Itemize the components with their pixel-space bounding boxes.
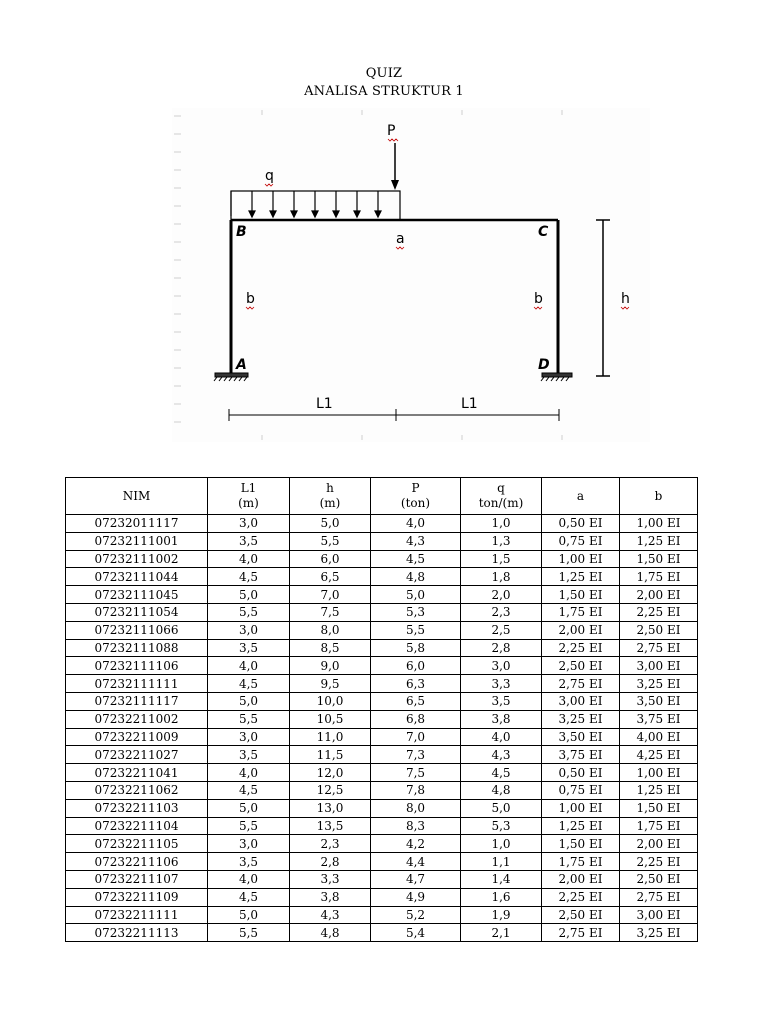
table-cell: 2,50 EI [620, 870, 698, 888]
table-cell: 07232111111 [66, 675, 208, 693]
table-cell: 3,25 EI [620, 924, 698, 942]
column-header [461, 478, 542, 515]
column-header [208, 478, 290, 515]
table-cell: 4,2 [371, 835, 461, 853]
table-cell: 7,8 [371, 781, 461, 799]
table-cell: 9,0 [290, 657, 371, 675]
table-cell: 2,00 EI [542, 621, 620, 639]
table-cell: 5,0 [290, 515, 371, 533]
table-cell: 3,8 [290, 888, 371, 906]
table-cell: 2,75 EI [542, 675, 620, 693]
table-cell: 2,5 [461, 621, 542, 639]
table-cell: 1,6 [461, 888, 542, 906]
table-body [66, 515, 698, 942]
column-header-label: b [654, 488, 663, 503]
table-cell: 0,75 EI [542, 781, 620, 799]
table-cell: 1,25 EI [542, 817, 620, 835]
table-cell: 8,3 [371, 817, 461, 835]
table-cell: 11,5 [290, 746, 371, 764]
table-cell: 5,5 [208, 603, 290, 621]
column-header [542, 478, 620, 515]
table-cell: 4,9 [371, 888, 461, 906]
table-cell: 2,75 EI [542, 924, 620, 942]
table-cell: 5,3 [461, 817, 542, 835]
table-cell: 6,5 [371, 692, 461, 710]
table-cell: 4,5 [371, 550, 461, 568]
table-cell: 2,8 [461, 639, 542, 657]
table-cell: 5,3 [371, 603, 461, 621]
table-cell: 07232211109 [66, 888, 208, 906]
table-cell: 8,0 [371, 799, 461, 817]
table-cell: 0,50 EI [542, 515, 620, 533]
table-cell: 07232211107 [66, 870, 208, 888]
table-cell: 07232111001 [66, 532, 208, 550]
table-cell: 1,25 EI [620, 781, 698, 799]
table-cell: 7,0 [371, 728, 461, 746]
column-header-label: NIM [122, 488, 151, 503]
label-q: q [265, 168, 274, 184]
table-cell: 13,5 [290, 817, 371, 835]
table-cell: 07232211103 [66, 799, 208, 817]
table-cell: 4,0 [461, 728, 542, 746]
table-cell: 2,0 [461, 586, 542, 604]
table-cell: 1,50 EI [542, 586, 620, 604]
table-cell: 4,8 [461, 781, 542, 799]
table-cell: 5,5 [208, 710, 290, 728]
table-cell: 4,5 [208, 675, 290, 693]
column-header-unit: (ton) [400, 496, 431, 510]
table-row [66, 621, 698, 639]
table-row [66, 746, 698, 764]
table-cell: 07232211009 [66, 728, 208, 746]
table-cell: 5,0 [208, 799, 290, 817]
table-cell: 3,0 [208, 621, 290, 639]
table-cell: 6,3 [371, 675, 461, 693]
table-cell: 12,0 [290, 764, 371, 782]
table-cell: 7,5 [371, 764, 461, 782]
frame-diagram [172, 108, 650, 442]
table-cell: 1,25 EI [542, 568, 620, 586]
label-span-right: L1 [461, 396, 478, 412]
span-dimension [229, 409, 559, 421]
table-row [66, 603, 698, 621]
table-cell: 3,5 [208, 639, 290, 657]
table-row [66, 906, 698, 924]
table-cell: 1,25 EI [620, 532, 698, 550]
table-cell: 3,0 [208, 835, 290, 853]
table-cell: 3,25 EI [620, 675, 698, 693]
quiz-data-table [65, 477, 698, 942]
height-dimension [596, 220, 610, 376]
table-cell: 4,0 [208, 764, 290, 782]
table-cell: 5,5 [208, 924, 290, 942]
table-cell: 2,3 [290, 835, 371, 853]
table-row [66, 799, 698, 817]
table-cell: 2,3 [461, 603, 542, 621]
table-cell: 3,50 EI [542, 728, 620, 746]
table-cell: 10,5 [290, 710, 371, 728]
table-cell: 8,5 [290, 639, 371, 657]
table-cell: 1,75 EI [620, 568, 698, 586]
table-header-row [66, 478, 698, 515]
label-node-d: D [538, 357, 550, 373]
column-header [66, 478, 208, 515]
column-header-unit: (m) [238, 496, 259, 510]
table-cell: 2,50 EI [542, 906, 620, 924]
table-row [66, 781, 698, 799]
table-cell: 5,2 [371, 906, 461, 924]
table-cell: 8,0 [290, 621, 371, 639]
table-cell: 11,0 [290, 728, 371, 746]
table-cell: 3,8 [461, 710, 542, 728]
label-node-c: C [538, 224, 549, 240]
support-a [214, 373, 248, 381]
page-subtitle: ANALISA STRUKTUR 1 [304, 84, 464, 99]
table-cell: 4,3 [290, 906, 371, 924]
table-cell: 3,75 EI [542, 746, 620, 764]
column-header [290, 478, 371, 515]
table-cell: 07232211002 [66, 710, 208, 728]
table-cell: 3,25 EI [542, 710, 620, 728]
table-cell: 2,25 EI [542, 639, 620, 657]
table-cell: 1,50 EI [620, 550, 698, 568]
table-cell: 2,25 EI [542, 888, 620, 906]
table-cell: 3,5 [208, 746, 290, 764]
table-cell: 5,0 [208, 586, 290, 604]
table-row [66, 568, 698, 586]
table-cell: 07232111045 [66, 586, 208, 604]
table-cell: 1,75 EI [542, 853, 620, 871]
table-cell: 4,5 [208, 888, 290, 906]
table-cell: 2,75 EI [620, 888, 698, 906]
table-cell: 4,0 [208, 870, 290, 888]
table-row [66, 639, 698, 657]
table-cell: 7,3 [371, 746, 461, 764]
table-cell: 5,4 [371, 924, 461, 942]
table-cell: 1,00 EI [542, 550, 620, 568]
label-span-left: L1 [316, 396, 333, 412]
table-cell: 4,8 [371, 568, 461, 586]
table-cell: 1,8 [461, 568, 542, 586]
label-dist-a: a [396, 231, 405, 247]
table-cell: 3,0 [461, 657, 542, 675]
table-cell: 07232211111 [66, 906, 208, 924]
table-cell: 07232211113 [66, 924, 208, 942]
table-row [66, 924, 698, 942]
table-row [66, 835, 698, 853]
table-cell: 1,0 [461, 835, 542, 853]
table-cell: 12,5 [290, 781, 371, 799]
table-cell: 4,5 [208, 568, 290, 586]
label-node-a: A [236, 357, 247, 373]
table-cell: 1,50 EI [542, 835, 620, 853]
table-cell: 1,00 EI [620, 515, 698, 533]
table-cell: 4,7 [371, 870, 461, 888]
table-cell: 07232111002 [66, 550, 208, 568]
table-cell: 6,0 [371, 657, 461, 675]
table-row [66, 675, 698, 693]
table-row [66, 888, 698, 906]
table-cell: 07232111054 [66, 603, 208, 621]
table-cell: 07232111106 [66, 657, 208, 675]
column-header-label: L1 [240, 481, 257, 495]
table-cell: 5,0 [371, 586, 461, 604]
label-col-left: b [246, 291, 255, 307]
column-header-label: h [326, 481, 334, 495]
table-cell: 3,0 [208, 515, 290, 533]
table-cell: 07232111088 [66, 639, 208, 657]
table-cell: 07232111044 [66, 568, 208, 586]
table-cell: 4,00 EI [620, 728, 698, 746]
table-cell: 2,75 EI [620, 639, 698, 657]
table-cell: 07232211041 [66, 764, 208, 782]
label-height: h [621, 291, 630, 307]
table-row [66, 692, 698, 710]
table-cell: 2,50 EI [542, 657, 620, 675]
table-cell: 4,0 [371, 515, 461, 533]
table-cell: 1,5 [461, 550, 542, 568]
table-cell: 2,00 EI [542, 870, 620, 888]
label-node-b: B [236, 224, 247, 240]
table-cell: 4,0 [208, 657, 290, 675]
table-row [66, 870, 698, 888]
table-row [66, 515, 698, 533]
column-header-label: P [411, 481, 420, 495]
table-cell: 5,5 [371, 621, 461, 639]
table-cell: 3,3 [461, 675, 542, 693]
table-cell: 1,50 EI [620, 799, 698, 817]
table-cell: 6,0 [290, 550, 371, 568]
table-cell: 0,50 EI [542, 764, 620, 782]
table-cell: 1,00 EI [620, 764, 698, 782]
column-header-unit: ton/(m) [478, 496, 524, 510]
point-load-arrow [391, 143, 399, 190]
column-header [371, 478, 461, 515]
table-cell: 4,0 [208, 550, 290, 568]
table-cell: 5,0 [461, 799, 542, 817]
table-cell: 07232011117 [66, 515, 208, 533]
table-cell: 3,75 EI [620, 710, 698, 728]
distributed-load [231, 191, 400, 220]
table-row [66, 657, 698, 675]
table-cell: 07232211106 [66, 853, 208, 871]
table-row [66, 728, 698, 746]
table-cell: 07232211062 [66, 781, 208, 799]
table-cell: 1,4 [461, 870, 542, 888]
table-cell: 1,75 EI [542, 603, 620, 621]
table-cell: 5,0 [208, 692, 290, 710]
column-header [620, 478, 698, 515]
table-cell: 07232111066 [66, 621, 208, 639]
table-cell: 2,50 EI [620, 621, 698, 639]
table-cell: 4,3 [371, 532, 461, 550]
table-cell: 1,0 [461, 515, 542, 533]
table-cell: 2,25 EI [620, 603, 698, 621]
table-cell: 1,9 [461, 906, 542, 924]
table-cell: 3,0 [208, 728, 290, 746]
table-cell: 07232211027 [66, 746, 208, 764]
label-col-right: b [534, 291, 543, 307]
table-cell: 07232211104 [66, 817, 208, 835]
table-cell: 1,3 [461, 532, 542, 550]
table-cell: 13,0 [290, 799, 371, 817]
label-p: P [387, 123, 396, 139]
table-cell: 1,1 [461, 853, 542, 871]
table-cell: 5,0 [208, 906, 290, 924]
table-cell: 0,75 EI [542, 532, 620, 550]
table-cell: 5,5 [208, 817, 290, 835]
table-row [66, 817, 698, 835]
table-cell: 7,5 [290, 603, 371, 621]
table-cell: 4,4 [371, 853, 461, 871]
table-cell: 3,00 EI [542, 692, 620, 710]
table-cell: 6,8 [371, 710, 461, 728]
table-cell: 07232111117 [66, 692, 208, 710]
table-cell: 3,5 [208, 532, 290, 550]
table-cell: 2,25 EI [620, 853, 698, 871]
table-cell: 3,00 EI [620, 657, 698, 675]
column-header-unit: (m) [319, 496, 341, 510]
table-cell: 9,5 [290, 675, 371, 693]
table-cell: 6,5 [290, 568, 371, 586]
table-cell: 4,5 [208, 781, 290, 799]
table-cell: 5,5 [290, 532, 371, 550]
table-cell: 4,5 [461, 764, 542, 782]
table-cell: 1,00 EI [542, 799, 620, 817]
support-d [541, 373, 572, 381]
table-cell: 3,5 [461, 692, 542, 710]
table-cell: 1,75 EI [620, 817, 698, 835]
table-row [66, 764, 698, 782]
table-row [66, 550, 698, 568]
table-row [66, 532, 698, 550]
table-cell: 2,00 EI [620, 586, 698, 604]
table-cell: 4,25 EI [620, 746, 698, 764]
table-cell: 4,3 [461, 746, 542, 764]
page-title: QUIZ [365, 66, 403, 81]
table-cell: 4,8 [290, 924, 371, 942]
table-cell: 3,00 EI [620, 906, 698, 924]
table-cell: 10,0 [290, 692, 371, 710]
table-cell: 07232211105 [66, 835, 208, 853]
table-row [66, 586, 698, 604]
table-cell: 5,8 [371, 639, 461, 657]
table-cell: 3,3 [290, 870, 371, 888]
table-row [66, 853, 698, 871]
column-header-label: q [497, 481, 505, 495]
table-row [66, 710, 698, 728]
table-cell: 3,50 EI [620, 692, 698, 710]
table-cell: 2,00 EI [620, 835, 698, 853]
table-cell: 2,8 [290, 853, 371, 871]
table-cell: 3,5 [208, 853, 290, 871]
table-cell: 2,1 [461, 924, 542, 942]
table-cell: 7,0 [290, 586, 371, 604]
spellcheck-marks [246, 139, 629, 309]
column-header-label: a [576, 488, 585, 503]
